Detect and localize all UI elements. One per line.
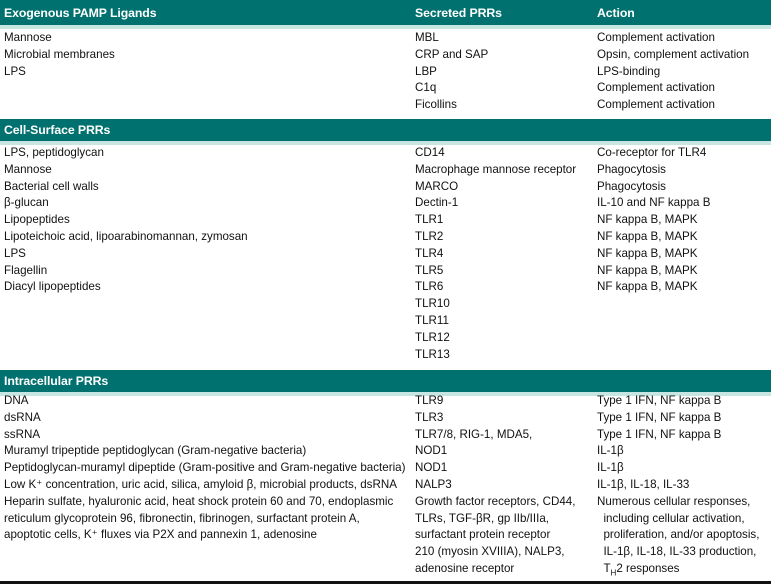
action-cell: Complement activation bbox=[597, 98, 715, 112]
action-cell: NF kappa B, MAPK bbox=[597, 230, 698, 243]
table-row bbox=[0, 410, 771, 427]
ligand-cell: Microbial membranes bbox=[4, 47, 115, 61]
ligand-cell: β-glucan bbox=[4, 196, 49, 210]
prr-cell: TLR9 bbox=[415, 394, 444, 407]
action-cell: Co-receptor for TLR4 bbox=[597, 146, 707, 159]
prr-cell: CRP and SAP bbox=[415, 47, 489, 61]
action-cell: Type 1 IFN, NF kappa B bbox=[597, 427, 722, 441]
action-cell: NF kappa B, MAPK bbox=[597, 213, 698, 227]
ligand-cell: Heparin sulfate, hyaluronic acid, heat shock protein 60 and 70, endoplasmic reticulum glycoprotein 96, fibronectin, fibrinogen, surfactant protein A, apoptotic cells, K⁺ fluxes via P2X and pannexin 1, adenosine bbox=[4, 494, 394, 542]
action-cell: Type 1 IFN, NF kappa B bbox=[597, 394, 722, 407]
table-row bbox=[0, 263, 771, 280]
prr-cell: TLR2 bbox=[415, 230, 444, 243]
table-row bbox=[0, 347, 771, 364]
table-row bbox=[0, 30, 771, 47]
table-row bbox=[0, 427, 771, 444]
prr-cell: NALP3 bbox=[415, 478, 452, 491]
table-row bbox=[0, 393, 771, 410]
prr-cell: NOD1 bbox=[415, 444, 448, 458]
action-cell: NF kappa B, MAPK bbox=[597, 246, 698, 260]
ligand-cell: ssRNA bbox=[4, 427, 41, 441]
prr-cell: CD14 bbox=[415, 146, 445, 159]
ligand-cell: LPS bbox=[4, 246, 26, 260]
table-row bbox=[0, 80, 771, 97]
prr-cell: Macrophage mannose receptor bbox=[415, 162, 577, 176]
header-accent-band bbox=[0, 25, 771, 29]
prr-cell: TLR3 bbox=[415, 410, 444, 424]
action-cell: IL-1β bbox=[597, 444, 624, 458]
action-cell: Type 1 IFN, NF kappa B bbox=[597, 410, 722, 424]
section-title-bar bbox=[0, 119, 771, 141]
table-row bbox=[0, 179, 771, 196]
prr-cell: TLR12 bbox=[415, 330, 450, 344]
prr-cell: Dectin-1 bbox=[415, 196, 459, 210]
ligand-cell: Lipoteichoic acid, lipoarabinomannan, zymosan bbox=[4, 230, 248, 243]
action-cell: Numerous cellular responses, including cellular activation, proliferation, and/or apoptosis, IL-1β, IL-18, IL-33 production, $T_H2$ responses bbox=[597, 494, 760, 578]
prr-cell: Ficollins bbox=[415, 98, 457, 112]
prr-cell: TLR1 bbox=[415, 213, 444, 227]
action-cell: IL-10 and NF kappa B bbox=[597, 196, 711, 210]
table-row bbox=[0, 64, 771, 81]
col-header-ligands: Exogenous PAMP Ligands bbox=[4, 5, 157, 20]
col-header-secreted-prrs: Secreted PRRs bbox=[415, 5, 502, 20]
prr-cell: TLR6 bbox=[415, 280, 444, 294]
table-row bbox=[0, 229, 771, 246]
prr-cell: LBP bbox=[415, 64, 437, 78]
table-row bbox=[0, 162, 771, 179]
prr-cell: TLR7/8, RIG-1, MDA5, bbox=[415, 427, 533, 441]
prr-cell: TLR10 bbox=[415, 297, 450, 311]
prr-cell: C1q bbox=[415, 81, 437, 95]
ligand-cell: LPS bbox=[4, 64, 26, 78]
table-row bbox=[0, 443, 771, 460]
table-row bbox=[0, 330, 771, 347]
ligand-cell: Lipopeptides bbox=[4, 213, 70, 227]
ligand-cell: Low K⁺ concentration, uric acid, silica, amyloid β, microbial products, dsRNA bbox=[4, 478, 397, 491]
prr-cell: TLR11 bbox=[415, 314, 449, 327]
table-row bbox=[0, 477, 771, 494]
table-row bbox=[0, 195, 771, 212]
action-cell: Phagocytosis bbox=[597, 179, 666, 193]
ligand-cell: Peptidoglycan-muramyl dipeptide (Gram-positive and Gram-negative bacteria) bbox=[4, 461, 406, 475]
action-cell: Complement activation bbox=[597, 81, 715, 95]
section-title: Intracellular PRRs bbox=[4, 374, 109, 388]
ligand-cell: Mannose bbox=[4, 162, 52, 176]
action-cell: NF kappa B, MAPK bbox=[597, 263, 698, 277]
ligand-cell: LPS, peptidoglycan bbox=[4, 146, 104, 159]
table-row bbox=[0, 296, 771, 313]
ligand-cell: Diacyl lipopeptides bbox=[4, 280, 101, 294]
prr-cell: NOD1 bbox=[415, 461, 448, 475]
ligand-cell: Mannose bbox=[4, 31, 52, 44]
prr-cell: MARCO bbox=[415, 179, 459, 193]
action-cell: IL-1β, IL-18, IL-33 bbox=[597, 478, 690, 491]
ligand-cell: Flagellin bbox=[4, 263, 48, 277]
prr-cell: TLR5 bbox=[415, 263, 444, 277]
prr-cell: TLR13 bbox=[415, 347, 450, 361]
action-cell: Opsin, complement activation bbox=[597, 47, 750, 61]
action-cell: NF kappa B, MAPK bbox=[597, 280, 698, 294]
action-cell: LPS-binding bbox=[597, 64, 661, 78]
table-row bbox=[0, 212, 771, 229]
prr-cell: MBL bbox=[415, 31, 439, 44]
ligand-cell: Muramyl tripeptide peptidoglycan (Gram-negative bacteria) bbox=[4, 444, 307, 458]
prr-cell: Growth factor receptors, CD44, TLRs, TGF-βR, gp IIb/IIIa, surfactant protein receptor 210 (myosin XVIIIA), NALP3, adenosine receptor bbox=[415, 494, 576, 575]
prr-cell: TLR4 bbox=[415, 246, 444, 260]
table-header bbox=[0, 0, 771, 25]
action-cell: IL-1β bbox=[597, 461, 624, 475]
ligand-cell: DNA bbox=[4, 394, 29, 407]
col-header-action: Action bbox=[597, 5, 635, 20]
table-row bbox=[0, 47, 771, 64]
section-title: Cell-Surface PRRs bbox=[4, 123, 111, 137]
section-title-bar bbox=[0, 370, 771, 392]
table-row bbox=[0, 145, 771, 162]
table-row bbox=[0, 246, 771, 263]
action-cell: Phagocytosis bbox=[597, 162, 666, 176]
table-row bbox=[0, 313, 771, 330]
table-row bbox=[0, 279, 771, 296]
ligand-cell: Bacterial cell walls bbox=[4, 179, 99, 193]
action-cell: Complement activation bbox=[597, 31, 715, 44]
table-row bbox=[0, 97, 771, 114]
table-row bbox=[0, 494, 771, 578]
table-row bbox=[0, 460, 771, 477]
ligand-cell: dsRNA bbox=[4, 410, 41, 424]
